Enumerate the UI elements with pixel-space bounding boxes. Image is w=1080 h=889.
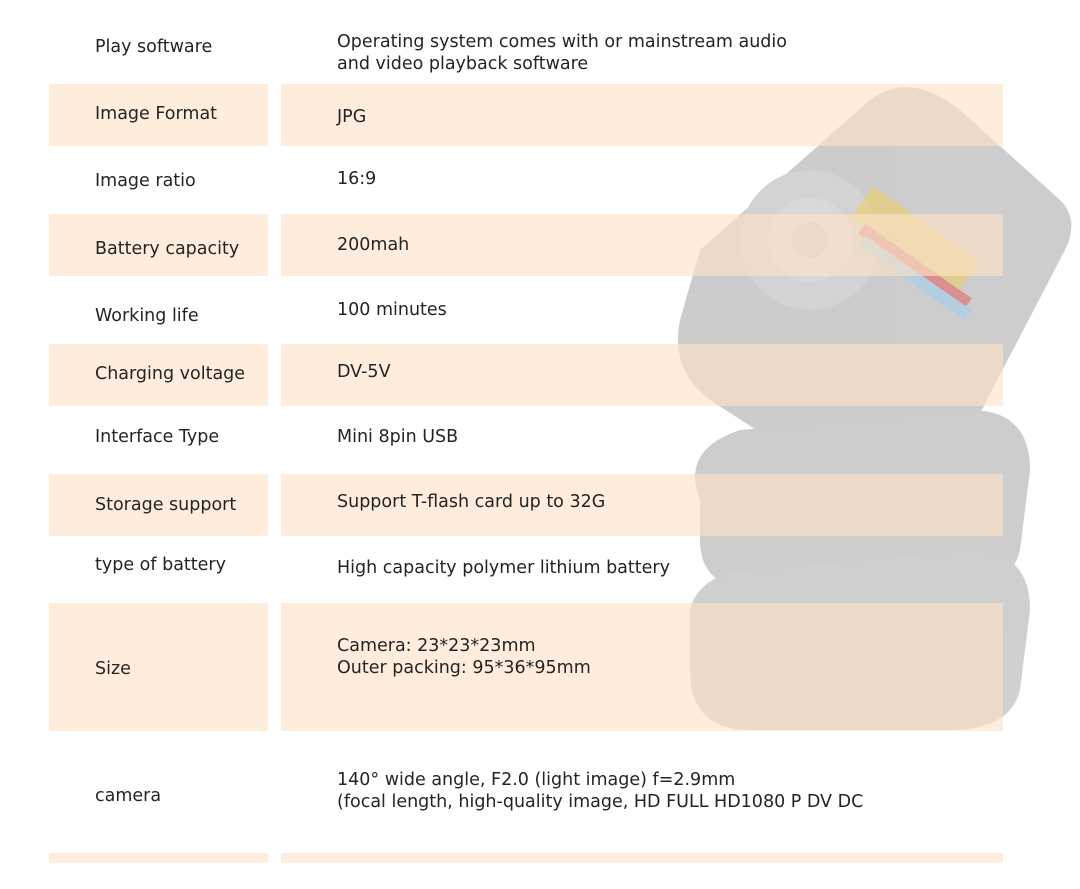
spec-value-line: High capacity polymer lithium battery	[337, 558, 670, 578]
spec-value-line: DV-5V	[337, 362, 391, 382]
spec-value-line: 16:9	[337, 169, 377, 189]
spec-label: Battery capacity	[95, 239, 240, 259]
spec-value-line: and video playback software	[337, 54, 589, 74]
spec-value-line: 140° wide angle, F2.0 (light image) f=2.9mm	[337, 770, 736, 790]
spec-value-line: Camera: 23*23*23mm	[337, 636, 536, 656]
spec-value-line: (focal length, high-quality image, HD FULL HD1080 P DV DC	[337, 792, 864, 812]
spec-value-line: 200mah	[337, 235, 410, 255]
spec-value-line: Support T-flash card up to 32G	[337, 492, 606, 512]
spec-label: type of battery	[95, 555, 226, 575]
spec-value-line: Outer packing: 95*36*95mm	[337, 658, 591, 678]
spec-label: Storage support	[95, 495, 237, 515]
spec-row-band	[281, 853, 1003, 863]
spec-label: Size	[95, 659, 131, 679]
spec-label: Image Format	[95, 104, 218, 124]
spec-value-line: JPG	[337, 107, 367, 127]
spec-row-band	[49, 853, 268, 863]
spec-value-line: 100 minutes	[337, 300, 447, 320]
spec-row-band	[49, 603, 268, 731]
spec-row-band	[281, 84, 1003, 146]
spec-label: Play software	[95, 37, 213, 57]
spec-value-line: Mini 8pin USB	[337, 427, 459, 447]
spec-label: Working life	[95, 306, 199, 326]
spec-value-line: Operating system comes with or mainstream audio	[337, 32, 787, 52]
spec-label: camera	[95, 786, 162, 806]
spec-label: Interface Type	[95, 427, 220, 447]
spec-label: Image ratio	[95, 171, 196, 191]
spec-label: Charging voltage	[95, 364, 246, 384]
